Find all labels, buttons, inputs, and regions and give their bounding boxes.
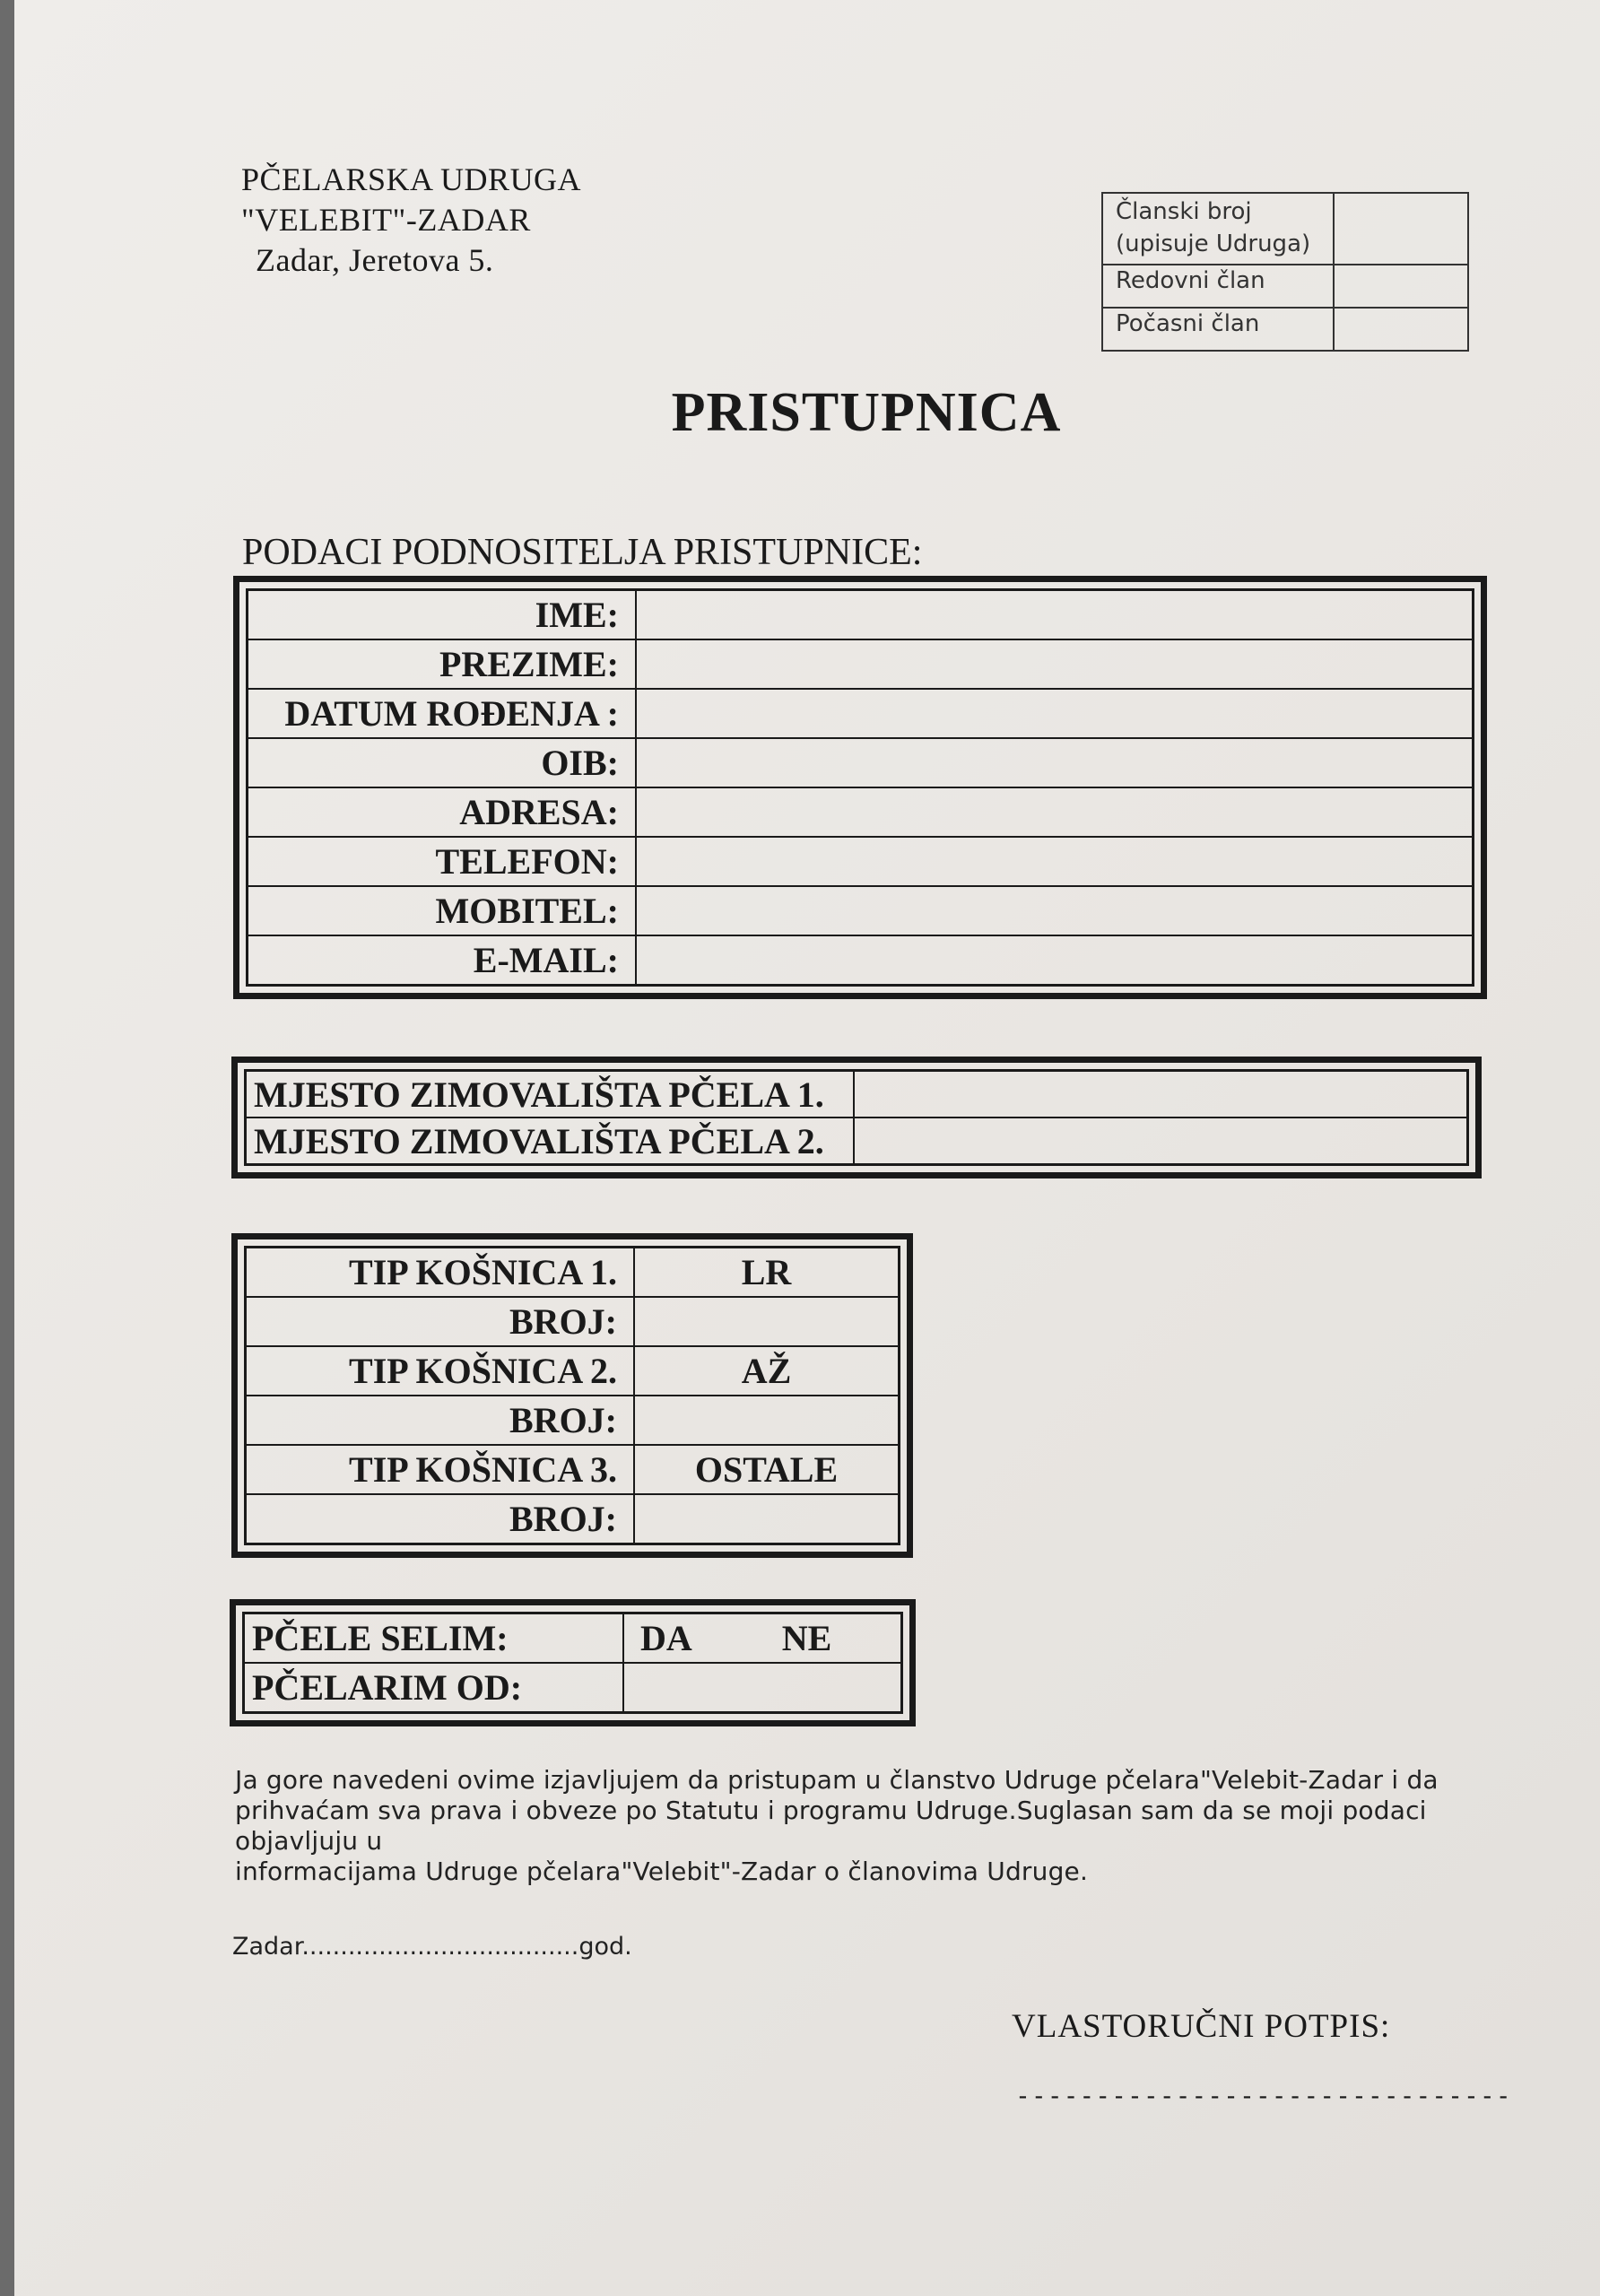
table-row — [244, 1613, 902, 1664]
regular-member-field[interactable] — [1334, 265, 1468, 308]
form-title: PRISTUPNICA — [671, 382, 1062, 443]
table-row — [248, 837, 1474, 886]
field-phone-input[interactable] — [636, 837, 1474, 886]
table-row — [248, 689, 1474, 738]
table-row — [246, 1071, 1468, 1118]
member-number-label-line2: (upisuje Udruga) — [1116, 230, 1311, 257]
hive-count-label-2: BROJ: — [246, 1396, 635, 1445]
org-address: Zadar, Jeretova 5. — [256, 242, 494, 278]
moving-bees-label: PČELE SELIM: — [244, 1613, 624, 1664]
hive-count-input-1[interactable] — [634, 1297, 900, 1346]
table-row — [248, 738, 1474, 787]
member-number-label — [1102, 193, 1334, 265]
place-date-field[interactable]: Zadar....................................god. — [232, 1933, 632, 1961]
field-label-name: IME: — [248, 590, 637, 640]
organization-header — [241, 160, 581, 281]
hive-count-label-3: BROJ: — [246, 1494, 635, 1544]
field-label-oib: OIB: — [248, 738, 637, 787]
hive-type-value-2[interactable]: AŽ — [634, 1346, 900, 1396]
beekeeping-since-input[interactable] — [623, 1663, 902, 1713]
field-oib-input[interactable] — [636, 738, 1474, 787]
field-label-phone: TELEFON: — [248, 837, 637, 886]
wintering-table — [231, 1057, 1482, 1178]
table-row — [248, 639, 1474, 689]
field-email-input[interactable] — [636, 935, 1474, 986]
wintering-input-2[interactable] — [854, 1118, 1468, 1165]
regular-member-label: Redovni član — [1102, 265, 1334, 308]
declaration-line: prihvaćam sva prava i obveze po Statutu i programu Udruge.Suglasan sam da se moji podaci objavljuju u — [235, 1796, 1427, 1856]
migration-table — [230, 1599, 916, 1726]
wintering-label-2: MJESTO ZIMOVALIŠTA PČELA 2. — [246, 1118, 855, 1165]
signature-label: VLASTORUČNI POTPIS: — [1012, 2008, 1391, 2045]
hive-types-table — [231, 1233, 913, 1558]
no-option[interactable]: NE — [781, 1618, 832, 1658]
field-label-mobile: MOBITEL: — [248, 886, 637, 935]
field-mobile-input[interactable] — [636, 886, 1474, 935]
hive-type-value-1[interactable]: LR — [634, 1248, 900, 1298]
table-row — [248, 886, 1474, 935]
hive-count-label-1: BROJ: — [246, 1297, 635, 1346]
hive-type-label-3: TIP KOŠNICA 3. — [246, 1445, 635, 1494]
table-row — [246, 1346, 900, 1396]
member-number-field[interactable] — [1334, 193, 1468, 265]
declaration-line: informacijama Udruge pčelara"Velebit"-Zadar o članovima Udruge. — [235, 1857, 1089, 1886]
field-label-surname: PREZIME: — [248, 639, 637, 689]
hive-type-label-1: TIP KOŠNICA 1. — [246, 1248, 635, 1298]
hive-type-value-3[interactable]: OSTALE — [634, 1445, 900, 1494]
honorary-member-label: Počasni član — [1102, 308, 1334, 351]
moving-bees-choice — [623, 1613, 902, 1664]
table-row — [246, 1248, 900, 1298]
field-label-address: ADRESA: — [248, 787, 637, 837]
table-row — [248, 590, 1474, 640]
field-surname-input[interactable] — [636, 639, 1474, 689]
field-label-birthdate: DATUM ROĐENJA : — [248, 689, 637, 738]
table-row — [246, 1396, 900, 1445]
applicant-section-heading: PODACI PODNOSITELJA PRISTUPNICE: — [242, 532, 923, 573]
wintering-input-1[interactable] — [854, 1071, 1468, 1118]
wintering-label-1: MJESTO ZIMOVALIŠTA PČELA 1. — [246, 1071, 855, 1118]
applicant-data-table — [233, 576, 1487, 999]
form-paper — [14, 0, 1600, 2296]
hive-count-input-2[interactable] — [634, 1396, 900, 1445]
honorary-member-field[interactable] — [1334, 308, 1468, 351]
yes-option[interactable]: DA — [640, 1618, 692, 1658]
signature-line[interactable]: ------------------------------- — [1015, 2081, 1512, 2110]
table-row — [248, 787, 1474, 837]
field-address-input[interactable] — [636, 787, 1474, 837]
table-row — [246, 1445, 900, 1494]
field-name-input[interactable] — [636, 590, 1474, 640]
table-row — [246, 1494, 900, 1544]
org-name-line1: PČELARSKA UDRUGA — [241, 161, 582, 197]
table-row — [246, 1118, 1468, 1165]
field-label-email: E-MAIL: — [248, 935, 637, 986]
declaration-line: Ja gore navedeni ovime izjavljujem da pristupam u članstvo Udruge pčelara"Velebit-Zadar i da — [235, 1765, 1439, 1795]
membership-box — [1101, 192, 1469, 352]
table-row — [248, 935, 1474, 986]
org-name-line2: "VELEBIT"-ZADAR — [241, 202, 531, 238]
declaration-text — [235, 1765, 1491, 1887]
hive-type-label-2: TIP KOŠNICA 2. — [246, 1346, 635, 1396]
hive-count-input-3[interactable] — [634, 1494, 900, 1544]
table-row — [246, 1297, 900, 1346]
field-birthdate-input[interactable] — [636, 689, 1474, 738]
beekeeping-since-label: PČELARIM OD: — [244, 1663, 624, 1713]
table-row — [244, 1663, 902, 1713]
member-number-label-line1: Članski broj — [1116, 198, 1252, 225]
